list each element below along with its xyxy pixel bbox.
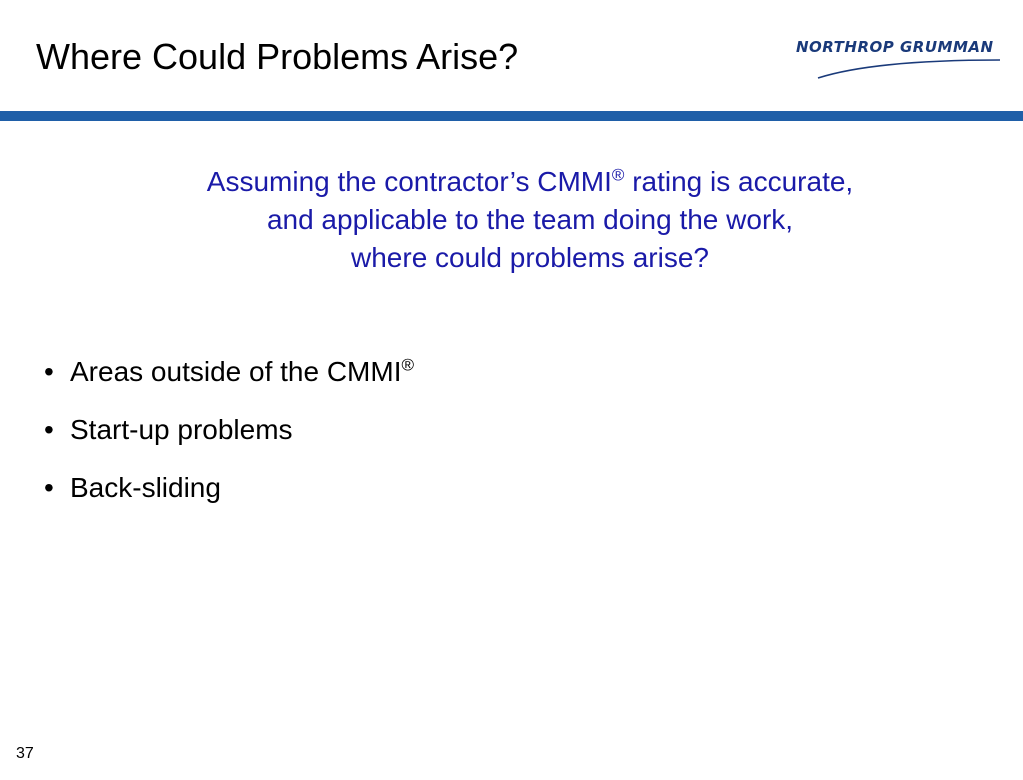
- bullet-item: • Start-up problems: [44, 414, 293, 445]
- bullet-marker: •: [44, 356, 54, 387]
- slide-title: Where Could Problems Arise?: [36, 36, 519, 77]
- bullet-item: • Areas outside of the CMMI®: [44, 355, 415, 387]
- registered-mark: ®: [611, 165, 625, 185]
- question-line-1: Assuming the contractor’s CMMI® rating is accurate,: [206, 165, 854, 197]
- page-number: 37: [16, 745, 34, 762]
- bullet-marker: •: [44, 472, 54, 503]
- northrop-grumman-logo: [792, 30, 1002, 86]
- question-line-3: where could problems arise?: [351, 242, 709, 273]
- question-line-2: and applicable to the team doing the work,: [266, 204, 794, 235]
- title-divider-bar: [0, 111, 1023, 121]
- logo-text: NORTHROP GRUMMAN: [796, 38, 994, 56]
- bullet-list: [44, 356, 414, 530]
- question-block: [100, 163, 960, 277]
- bullet-marker: •: [44, 414, 54, 445]
- registered-mark: ®: [401, 355, 415, 375]
- bullet-item: • Back-sliding: [44, 472, 221, 503]
